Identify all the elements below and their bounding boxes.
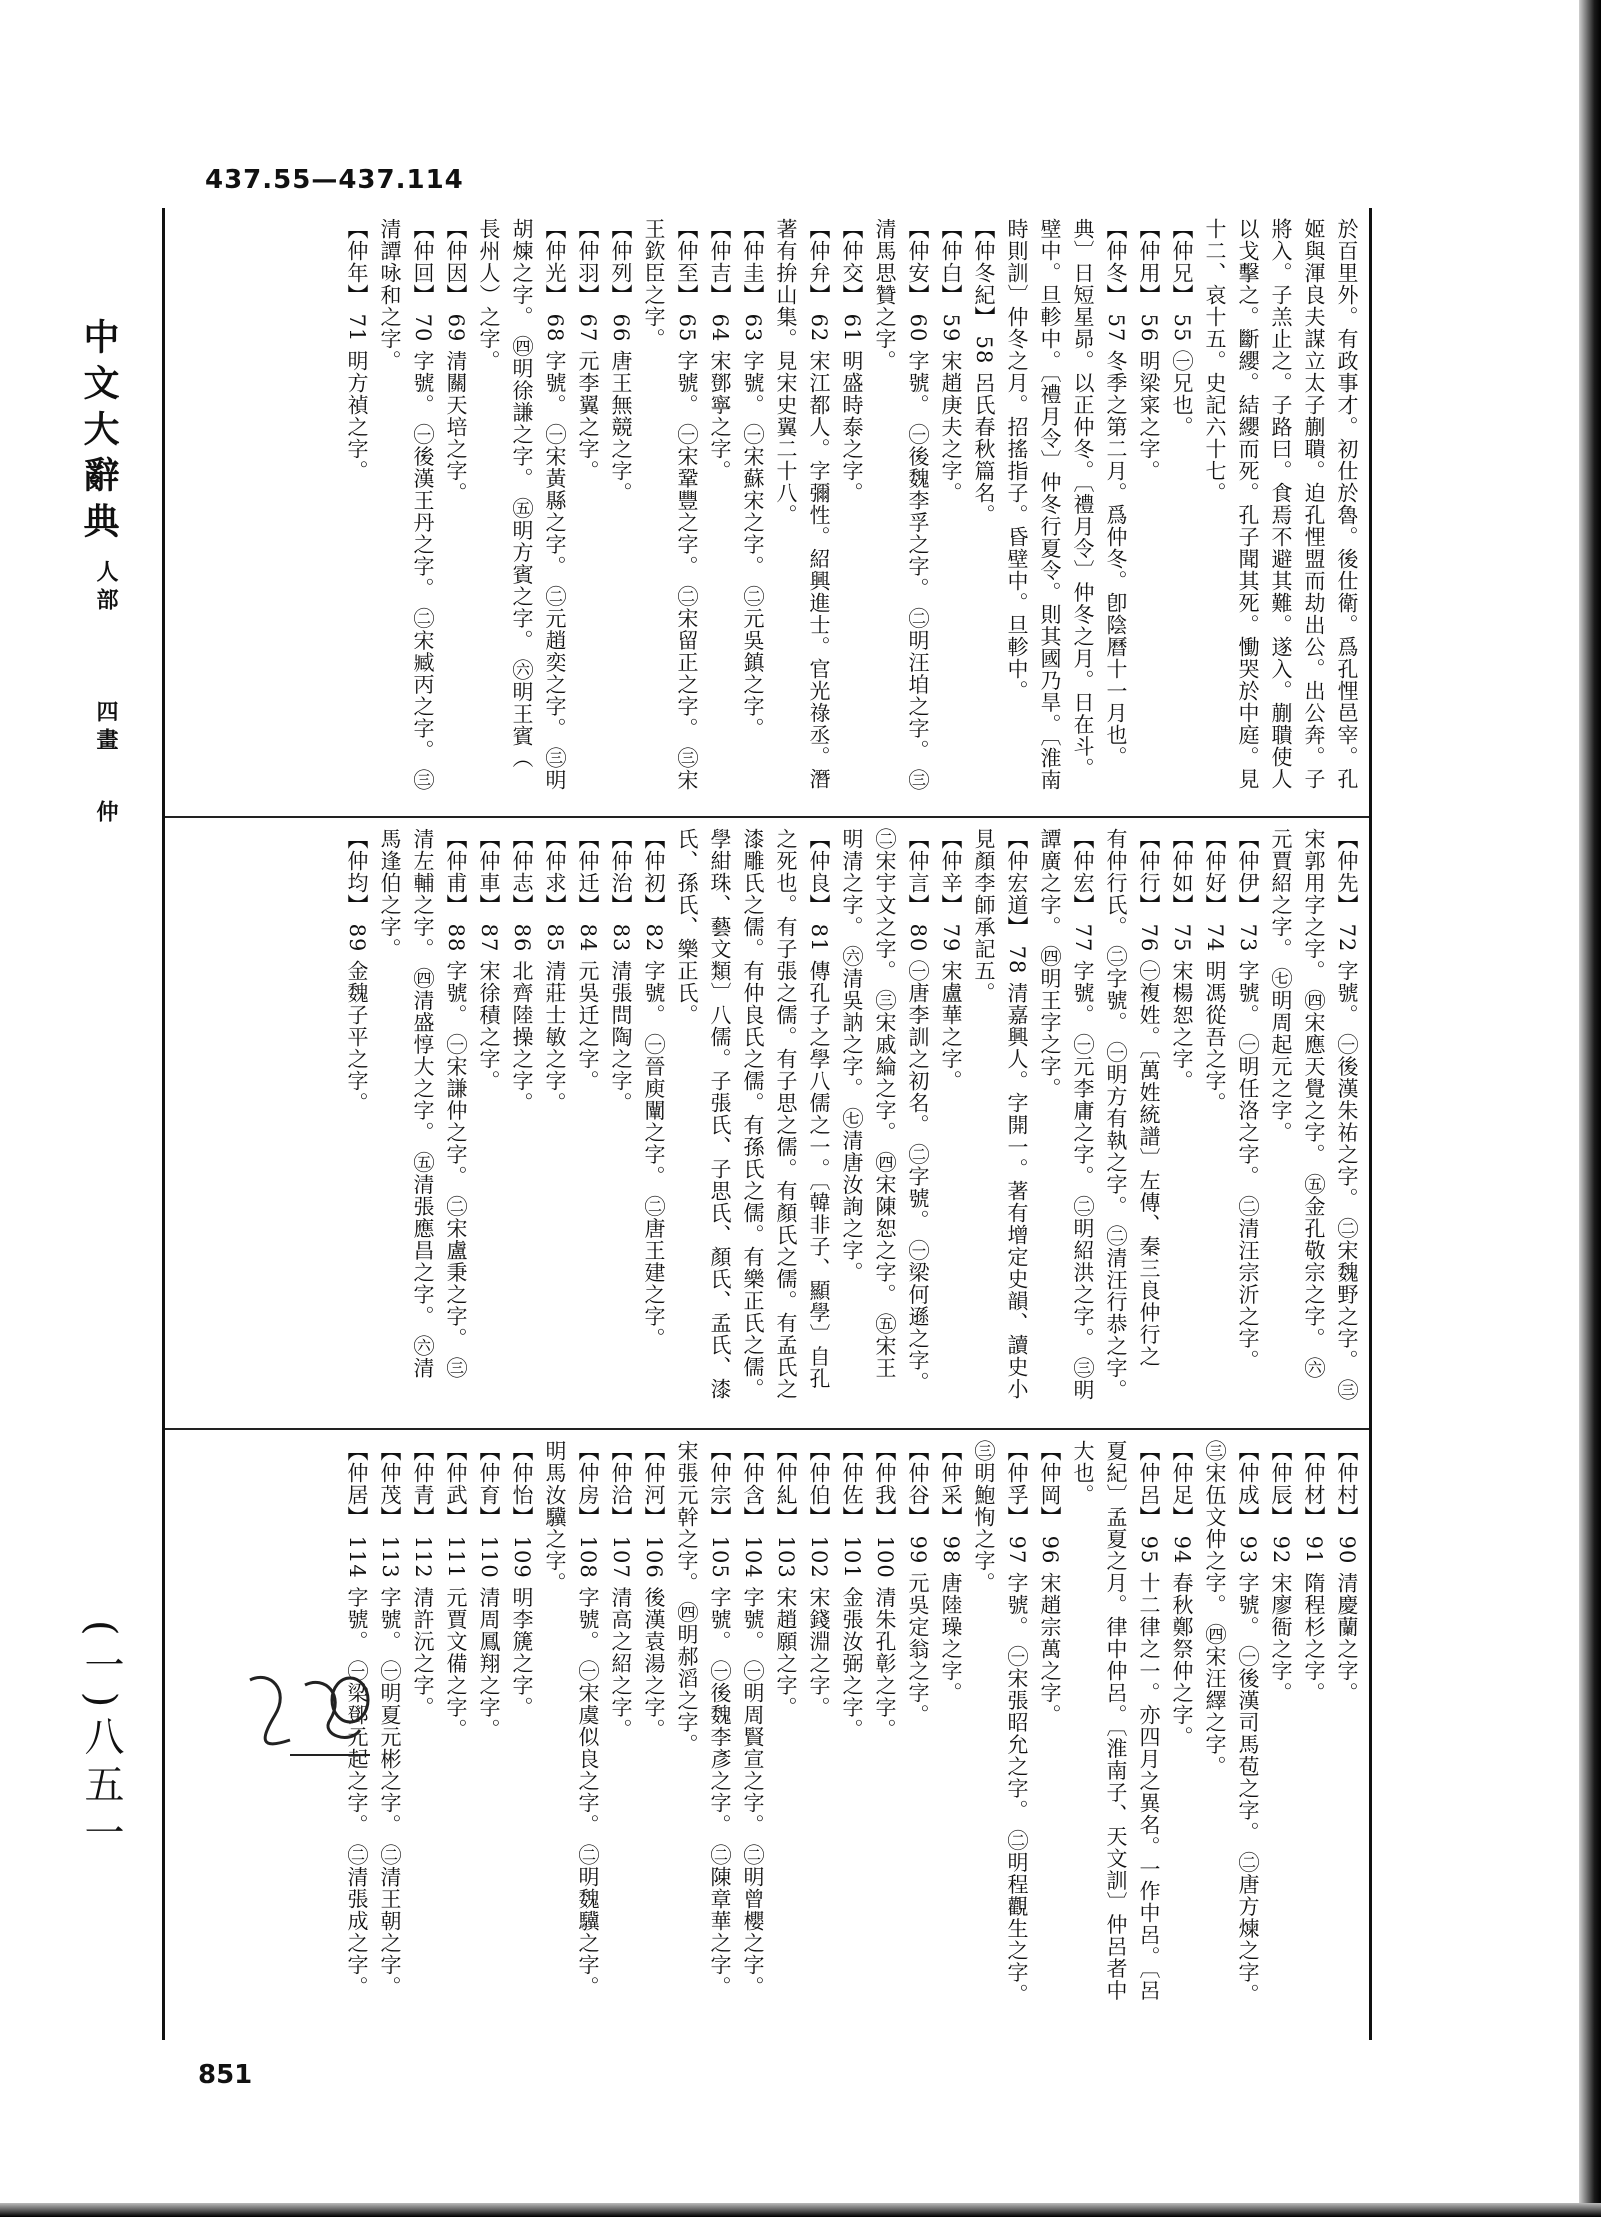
page-bottom-shadow [0, 2203, 1601, 2217]
text-column: 著有拚山集。見宋史翼二十八。 [774, 218, 798, 526]
text-column: 【仲伯】 102 宋錢淵之字。 [807, 1440, 831, 1719]
text-column: 漆雕氏之儒。有仲良氏之儒。有孫氏之儒。有樂正氏之儒。 [741, 828, 765, 1400]
text-column: 【仲言】 80 ㊀唐李訓之初名。 ㊁字號。 ㊀梁何遜之字。 [906, 828, 930, 1394]
text-column: ㊂宋伍文仲之字。 ㊃宋汪繹之字。 [1203, 1440, 1227, 1778]
text-column: 時則訓〕仲冬之月。招搖指子。昏壁中。旦軫中。 [1005, 218, 1029, 702]
text-column: 【仲兄】 55 ㊀兄也。 [1170, 218, 1194, 439]
text-column: 【仲成】 93 字號。 ㊀後漢司馬苞之字。 ㊁唐方煉之字。 [1236, 1440, 1260, 2006]
band-columns [340, 828, 1363, 1408]
text-column: 將入。子羔止之。子路曰。食焉不避其難。遂入。蒯聵使人 [1269, 218, 1293, 790]
text-column: 【仲宗】 105 字號。 ㊀後魏李彥之字。 ㊁陳章華之字。 [708, 1440, 732, 1998]
text-column: 【仲采】 98 唐陸璪之字。 [939, 1440, 963, 1705]
text-column: 【仲佐】 101 金張汝弼之字。 [840, 1440, 864, 1741]
text-column: 明馬汝驥之字。 [543, 1440, 567, 1594]
text-column: 【仲行】 76 ㊀複姓。〔萬姓統譜〕左傳、秦三良仲行之 [1137, 828, 1161, 1368]
text-column: 【仲安】 60 字號。 ㊀後魏李孚之字。 ㊁明汪垍之字。 ㊂ [906, 218, 930, 792]
text-column: 姬與渾良夫謀立太子蒯聵。迫孔悝盟而劫出公。出公奔。子 [1302, 218, 1326, 790]
text-column: 【仲冬】 57 冬季之第二月。爲仲冬。卽陰曆十一月也。 [1104, 218, 1128, 769]
handwritten-page-mark: (一)八五一 [78, 1620, 124, 1860]
text-column: 【仲我】 100 清朱孔彰之字。 [873, 1440, 897, 1741]
band-columns [340, 218, 1363, 798]
text-column: 馬逢伯之字。 [378, 828, 402, 960]
text-column: 【仲先】 72 字號。 ㊀後漢朱祐之字。 ㊁宋魏野之字。 ㊂ [1335, 828, 1359, 1402]
text-column: 【仲房】 108 字號。 ㊀宋虞似良之字。 ㊁明魏驥之字。 [576, 1440, 600, 1998]
page-edge-shadow [1579, 0, 1601, 2217]
text-column: 【仲好】 74 明馮從吾之字。 [1203, 828, 1227, 1115]
text-column: 【仲含】 104 字號。 ㊀明周賢宣之字。 ㊁明曾櫻之字。 [741, 1440, 765, 1998]
text-column: 譚廣之字。 ㊃明王字之字。 [1038, 828, 1062, 1100]
text-column: 【仲河】 106 後漢袁湯之字。 [642, 1440, 666, 1741]
text-column: 學紺珠、藝文類〕八儒。子張氏、子思氏、顏氏、孟氏、漆 [708, 828, 732, 1400]
text-column: 【仲宏】 77 字號。 ㊀元李庸之字。 ㊁明紹洪之字。 ㊂明 [1071, 828, 1095, 1402]
text-column: 胡煉之字。 ㊃明徐謙之字。 ㊄明方賓之字。 ㊅明王賓（ [510, 218, 534, 770]
text-column: 明清之字。 ㊅清吳訥之字。 ㊆清唐汝詢之字。 [840, 828, 864, 1284]
text-column: 【仲治】 83 清張問陶之字。 [609, 828, 633, 1115]
text-column: 【仲吉】 64 宋鄧寧之字。 [708, 218, 732, 483]
text-column: 【仲怡】 109 明李篪之字。 [510, 1440, 534, 1719]
entry-range: 437.55—437.114 [205, 165, 464, 195]
text-column: 大也。 [1071, 1440, 1095, 1506]
text-column: 王欽臣之字。 [642, 218, 666, 350]
dictionary-title: 中文大辭典 [78, 318, 120, 548]
text-column: 十二、哀十五。史記六十七。 [1203, 218, 1227, 504]
text-column: 【仲冬紀】 58 呂氏春秋篇名。 [972, 218, 996, 527]
text-column: 【仲白】 59 宋趙庚夫之字。 [939, 218, 963, 505]
text-column: 【仲村】 90 清慶蘭之字。 [1335, 1440, 1359, 1705]
text-column: 【仲宏道】 78 清嘉興人。字開一。著有增定史韻、讀史小 [1005, 828, 1029, 1401]
text-column: 【仲交】 61 明盛時泰之字。 [840, 218, 864, 505]
radical-section: 人部 [93, 560, 119, 616]
text-column: 【仲至】 65 字號。 ㊀宋鞏豐之字。 ㊁宋留正之字。 ㊂宋 [675, 218, 699, 792]
text-column: 【仲車】 87 宋徐積之字。 [477, 828, 501, 1093]
text-column: 【仲武】 111 元賈文備之字。 [444, 1440, 468, 1741]
page-number: 851 [198, 2060, 253, 2090]
text-column: ㊂明鮑恂之字。 [972, 1440, 996, 1594]
text-column: 【仲青】 112 清許沅之字。 [411, 1440, 435, 1719]
text-column: 典〕日短星昴。以正仲冬。〔禮月令〕仲冬之月。日在斗。 [1071, 218, 1095, 780]
text-column: 長州人）之字。 [477, 218, 501, 372]
text-column: 見顏李師承記五。 [972, 828, 996, 1004]
text-column: 【仲圭】 63 字號。 ㊀宋蘇宋之字。 ㊁元吳鎮之字。 [741, 218, 765, 740]
text-column: ㊁宋宇文之字。 ㊂宋戚綸之字。 ㊃宋陳恕之字。 ㊄宋王 [873, 828, 897, 1380]
text-column: 【仲如】 75 宋楊恕之字。 [1170, 828, 1194, 1093]
text-column: 【仲求】 85 清莊士敏之字。 [543, 828, 567, 1115]
text-column: 【仲弁】 62 宋江都人。字彌性。紹興進士。官光祿丞。潛 [807, 218, 831, 791]
text-column: 【仲迁】 84 元吳迁之字。 [576, 828, 600, 1093]
text-column: 【仲因】 69 清關天培之字。 [444, 218, 468, 505]
stroke-count: 四畫 [93, 700, 119, 756]
text-column: 之死也。有子張之儒。有子思之儒。有顏氏之儒。有孟氏之 [774, 828, 798, 1400]
entry-band-top [165, 208, 1369, 808]
text-column: 宋郭用字之字。 ㊃宋應天覺之字。 ㊄金孔敬宗之字。 ㊅ [1302, 828, 1326, 1380]
text-column: 【仲辰】 92 宋廖衙之字。 [1269, 1440, 1293, 1705]
text-column: 【仲光】 68 字號。 ㊀宋黃縣之字。 ㊁元趙奕之字。 ㊂明 [543, 218, 567, 792]
text-column: 於百里外。有政事才。初仕於魯。後仕衛。爲孔悝邑宰。孔 [1335, 218, 1359, 790]
text-column: 清左輔之字。 ㊃清盛惇大之字。 ㊄清張應昌之字。 ㊅清 [411, 828, 435, 1380]
text-column: 【仲用】 56 明梁寀之字。 [1137, 218, 1161, 483]
text-column: 壁中。旦軫中。〔禮月令〕仲冬行夏令。則其國乃旱。〔淮南 [1038, 218, 1062, 791]
text-column: 【仲居】 114 字號。 ㊀梁鄧元起之字。 ㊁清張成之字。 [345, 1440, 369, 1998]
text-column: 【仲羽】 67 元李翼之字。 [576, 218, 600, 483]
entry-band-middle [165, 816, 1369, 1418]
text-column: 氏、孫氏、樂正氏。 [675, 828, 699, 1026]
text-column: 【仲初】 82 字號。 ㊀晉庾闡之字。 ㊁唐王建之字。 [642, 828, 666, 1350]
text-column: 【仲茂】 113 字號。 ㊀明夏元彬之字。 ㊁清王朝之字。 [378, 1440, 402, 1998]
text-column: 【仲均】 89 金魏子平之字。 [345, 828, 369, 1115]
text-column: 【仲孚】 97 字號。 ㊀宋張昭允之字。 ㊁明程觀生之字。 [1005, 1440, 1029, 2006]
text-column: 【仲良】 81 傳孔子之學八儒之一。〔韓非子、顯學〕自孔 [807, 828, 831, 1390]
text-column: 有仲行氏。 ㊁字號。 ㊀明方有執之字。 ㊁清汪行恭之字。 [1104, 828, 1128, 1402]
text-column: 【仲呂】 95 十二律之一。亦四月之異名。一作中呂。〔呂 [1137, 1440, 1161, 2002]
text-column: 清馬思贊之字。 [873, 218, 897, 372]
text-column: 【仲糺】 103 宋趙願之字。 [774, 1440, 798, 1719]
text-column: 【仲志】 86 北齊陸操之字。 [510, 828, 534, 1115]
text-column: 【仲岡】 96 宋趙宗萬之字。 [1038, 1440, 1062, 1727]
text-column: 【仲回】 70 字號。 ㊀後漢王丹之字。 ㊁宋臧丙之字。 ㊂ [411, 218, 435, 792]
text-column: 以戈擊之。斷纓。結纓而死。孔子聞其死。慟哭於中庭。見 [1236, 218, 1260, 790]
handwritten-annotation-icon [230, 1660, 390, 1770]
text-column: 夏紀〕孟夏之月。律中仲呂。〔淮南子、天文訓〕仲呂者中 [1104, 1440, 1128, 2002]
text-column: 清譚咏和之字。 [378, 218, 402, 372]
text-column: 【仲甫】 88 字號。 ㊀宋謙仲之字。 ㊁宋盧秉之字。 ㊂ [444, 828, 468, 1380]
text-column: 【仲育】 110 清周鳳翔之字。 [477, 1440, 501, 1741]
text-column: 【仲列】 66 唐王無競之字。 [609, 218, 633, 505]
text-column: 【仲足】 94 春秋鄭祭仲之字。 [1170, 1440, 1194, 1749]
text-column: 【仲材】 91 隋程杉之字。 [1302, 1440, 1326, 1705]
text-column: 【仲年】 71 明方禎之字。 [345, 218, 369, 483]
text-column: 【仲洽】 107 清高之紹之字。 [609, 1440, 633, 1741]
index-character: 仲 [93, 800, 119, 828]
band-columns [340, 1440, 1363, 2020]
text-column: 【仲伊】 73 字號。 ㊀明任洛之字。 ㊁清汪宗沂之字。 [1236, 828, 1260, 1372]
text-column: 【仲谷】 99 元吳定翁之字。 [906, 1440, 930, 1727]
text-column: 【仲辛】 79 宋盧華之字。 [939, 828, 963, 1093]
text-column: 元賈紹之字。 ㊆明周起元之字。 [1269, 828, 1293, 1144]
text-column: 宋張元幹之字。 ㊃明郝滔之字。 [675, 1440, 699, 1756]
